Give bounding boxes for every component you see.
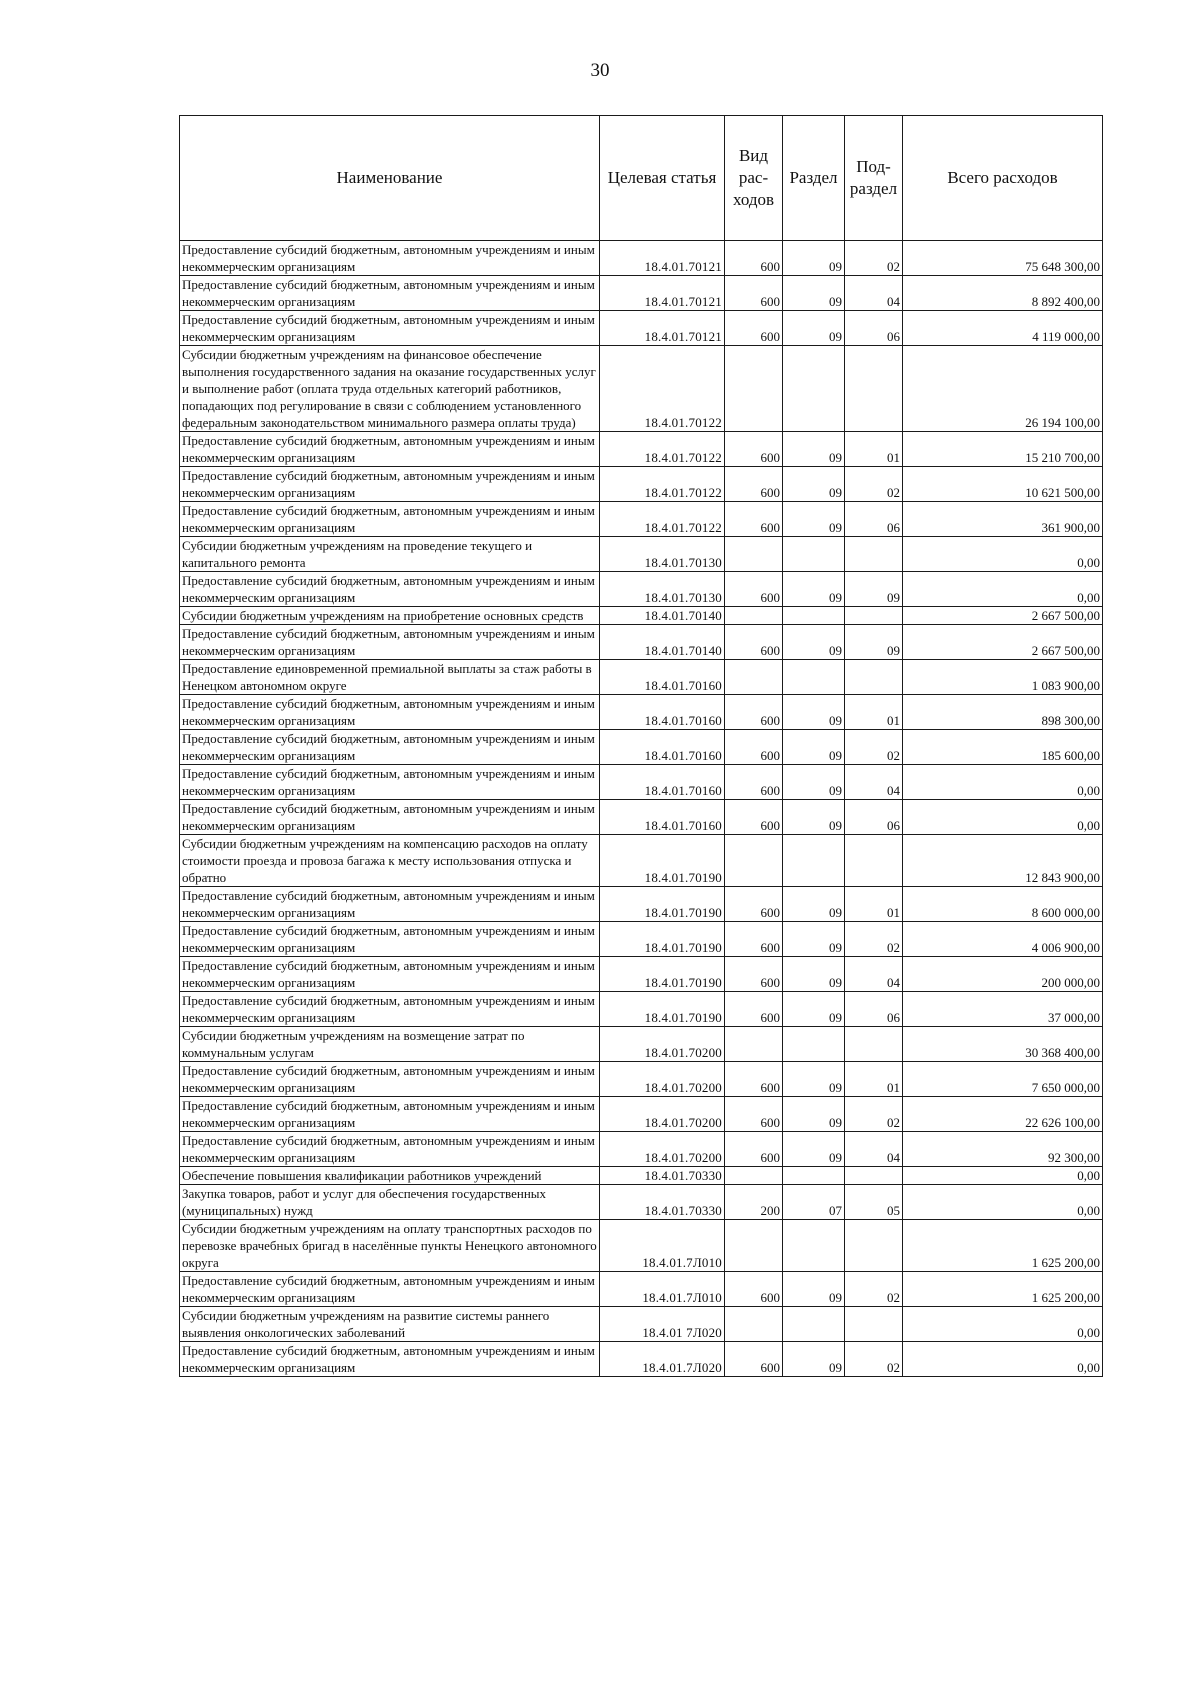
cell-target-article: 18.4.01.70130	[600, 572, 725, 607]
table-row	[180, 957, 1103, 992]
cell-expense-type	[725, 607, 783, 625]
cell-section: 07	[783, 1185, 845, 1220]
cell-target-article: 18.4.01.70200	[600, 1027, 725, 1062]
cell-section: 09	[783, 695, 845, 730]
cell-total-expenses: 10 621 500,00	[903, 467, 1103, 502]
cell-section: 09	[783, 887, 845, 922]
cell-total-expenses: 75 648 300,00	[903, 241, 1103, 276]
cell-subsection: 01	[845, 887, 903, 922]
cell-total-expenses: 15 210 700,00	[903, 432, 1103, 467]
cell-subsection: 02	[845, 1097, 903, 1132]
cell-subsection: 09	[845, 625, 903, 660]
cell-total-expenses: 2 667 500,00	[903, 625, 1103, 660]
table-row	[180, 1185, 1103, 1220]
cell-expense-type: 200	[725, 1185, 783, 1220]
col-header-podrazdel	[845, 116, 903, 241]
cell-section: 09	[783, 992, 845, 1027]
table-row	[180, 537, 1103, 572]
cell-section: 09	[783, 502, 845, 537]
cell-subsection	[845, 346, 903, 432]
table-row	[180, 1272, 1103, 1307]
cell-name: Субсидии бюджетным учреждениям на возмещение затрат по коммунальным услугам	[180, 1027, 600, 1062]
cell-name: Субсидии бюджетным учреждениям на компенсацию расходов на оплату стоимости проезда и провоза багажа к месту использования отпуска и обратно	[180, 835, 600, 887]
cell-target-article: 18.4.01.70122	[600, 346, 725, 432]
cell-section	[783, 346, 845, 432]
cell-total-expenses: 7 650 000,00	[903, 1062, 1103, 1097]
cell-subsection	[845, 1027, 903, 1062]
cell-section: 09	[783, 311, 845, 346]
cell-target-article: 18.4.01.7Л010	[600, 1220, 725, 1272]
cell-expense-type: 600	[725, 572, 783, 607]
table-row	[180, 887, 1103, 922]
cell-expense-type: 600	[725, 695, 783, 730]
cell-name: Предоставление субсидий бюджетным, автономным учреждениям и иным некоммерческим организациям	[180, 1062, 600, 1097]
cell-target-article: 18.4.01.70200	[600, 1097, 725, 1132]
cell-section: 09	[783, 1062, 845, 1097]
cell-subsection: 06	[845, 502, 903, 537]
cell-target-article: 18.4.01.70190	[600, 992, 725, 1027]
cell-name: Закупка товаров, работ и услуг для обеспечения государственных (муниципальных) нужд	[180, 1185, 600, 1220]
col-header-vid-line: рас-	[738, 168, 769, 187]
cell-total-expenses: 2 667 500,00	[903, 607, 1103, 625]
table-row	[180, 1342, 1103, 1377]
cell-target-article: 18.4.01.70190	[600, 887, 725, 922]
cell-name: Предоставление субсидий бюджетным, автономным учреждениям и иным некоммерческим организациям	[180, 992, 600, 1027]
cell-subsection: 04	[845, 1132, 903, 1167]
cell-subsection: 09	[845, 572, 903, 607]
cell-expense-type: 600	[725, 1342, 783, 1377]
cell-total-expenses: 200 000,00	[903, 957, 1103, 992]
table-row	[180, 695, 1103, 730]
cell-total-expenses: 37 000,00	[903, 992, 1103, 1027]
table-row	[180, 800, 1103, 835]
cell-expense-type: 600	[725, 992, 783, 1027]
col-header-podrazdel-line: Под-	[856, 157, 891, 176]
cell-total-expenses: 92 300,00	[903, 1132, 1103, 1167]
cell-section: 09	[783, 1342, 845, 1377]
cell-subsection: 02	[845, 467, 903, 502]
table-row	[180, 730, 1103, 765]
col-header-podrazdel-line: раздел	[849, 179, 898, 198]
col-header-razdel: Раздел	[783, 116, 845, 241]
cell-section: 09	[783, 1272, 845, 1307]
cell-name: Предоставление субсидий бюджетным, автономным учреждениям и иным некоммерческим организациям	[180, 957, 600, 992]
cell-target-article: 18.4.01.70160	[600, 730, 725, 765]
table-row	[180, 1220, 1103, 1272]
cell-total-expenses: 0,00	[903, 1307, 1103, 1342]
cell-name: Предоставление субсидий бюджетным, автономным учреждениям и иным некоммерческим организациям	[180, 1097, 600, 1132]
cell-section	[783, 1027, 845, 1062]
cell-expense-type: 600	[725, 502, 783, 537]
cell-target-article: 18.4.01.70121	[600, 241, 725, 276]
cell-subsection	[845, 1307, 903, 1342]
cell-expense-type: 600	[725, 432, 783, 467]
cell-name: Предоставление субсидий бюджетным, автономным учреждениям и иным некоммерческим организациям	[180, 572, 600, 607]
table-row	[180, 1307, 1103, 1342]
cell-subsection: 02	[845, 241, 903, 276]
cell-expense-type	[725, 835, 783, 887]
cell-subsection: 02	[845, 1342, 903, 1377]
cell-total-expenses: 185 600,00	[903, 730, 1103, 765]
cell-total-expenses: 0,00	[903, 537, 1103, 572]
cell-target-article: 18.4.01.70190	[600, 957, 725, 992]
cell-section: 09	[783, 922, 845, 957]
budget-table	[179, 115, 1103, 1377]
cell-name: Предоставление субсидий бюджетным, автономным учреждениям и иным некоммерческим организациям	[180, 1132, 600, 1167]
col-header-target: Целевая статья	[600, 116, 725, 241]
cell-target-article: 18.4.01.70200	[600, 1062, 725, 1097]
table-row	[180, 1062, 1103, 1097]
cell-expense-type: 600	[725, 276, 783, 311]
cell-target-article: 18.4.01.7Л010	[600, 1272, 725, 1307]
table-row	[180, 276, 1103, 311]
cell-subsection	[845, 660, 903, 695]
cell-name: Субсидии бюджетным учреждениям на приобретение основных средств	[180, 607, 600, 625]
cell-target-article: 18.4.01.70190	[600, 835, 725, 887]
table-row	[180, 992, 1103, 1027]
cell-subsection	[845, 537, 903, 572]
cell-section	[783, 607, 845, 625]
cell-section: 09	[783, 432, 845, 467]
cell-total-expenses: 898 300,00	[903, 695, 1103, 730]
cell-section	[783, 1307, 845, 1342]
cell-section: 09	[783, 276, 845, 311]
cell-name: Предоставление субсидий бюджетным, автономным учреждениям и иным некоммерческим организациям	[180, 311, 600, 346]
cell-total-expenses: 4 006 900,00	[903, 922, 1103, 957]
cell-expense-type: 600	[725, 730, 783, 765]
table-body	[180, 241, 1103, 1377]
table-row	[180, 1167, 1103, 1185]
cell-section	[783, 1220, 845, 1272]
cell-name: Предоставление субсидий бюджетным, автономным учреждениям и иным некоммерческим организациям	[180, 241, 600, 276]
table-row	[180, 432, 1103, 467]
table-row	[180, 765, 1103, 800]
table-row	[180, 1132, 1103, 1167]
table-row	[180, 1027, 1103, 1062]
table-row	[180, 572, 1103, 607]
cell-name: Обеспечение повышения квалификации работников учреждений	[180, 1167, 600, 1185]
cell-expense-type: 600	[725, 800, 783, 835]
cell-subsection	[845, 1167, 903, 1185]
cell-total-expenses: 8 600 000,00	[903, 887, 1103, 922]
table-row	[180, 346, 1103, 432]
cell-name: Предоставление субсидий бюджетным, автономным учреждениям и иным некоммерческим организациям	[180, 432, 600, 467]
cell-name: Субсидии бюджетным учреждениям на финансовое обеспечение выполнения государственного задания на оказание государственных услуг и выполнение работ (оплата труда отдельных категорий работников, попадающих под регулирование в связи с соблюдением установленного федеральным законодательством минимального размера оплаты труда)	[180, 346, 600, 432]
cell-subsection: 04	[845, 957, 903, 992]
cell-total-expenses: 0,00	[903, 1342, 1103, 1377]
page-number: 30	[590, 60, 610, 81]
cell-expense-type	[725, 660, 783, 695]
table-row	[180, 625, 1103, 660]
table-row	[180, 607, 1103, 625]
cell-section	[783, 835, 845, 887]
cell-section: 09	[783, 625, 845, 660]
table-row	[180, 311, 1103, 346]
cell-subsection: 01	[845, 432, 903, 467]
cell-total-expenses: 30 368 400,00	[903, 1027, 1103, 1062]
cell-name: Предоставление субсидий бюджетным, автономным учреждениям и иным некоммерческим организациям	[180, 1272, 600, 1307]
cell-target-article: 18.4.01.70122	[600, 432, 725, 467]
cell-total-expenses: 1 625 200,00	[903, 1220, 1103, 1272]
col-header-vid-line: Вид	[738, 146, 769, 165]
cell-section	[783, 660, 845, 695]
table-header-row	[180, 116, 1103, 241]
cell-subsection: 01	[845, 695, 903, 730]
cell-expense-type	[725, 1167, 783, 1185]
cell-total-expenses: 0,00	[903, 765, 1103, 800]
cell-subsection: 05	[845, 1185, 903, 1220]
cell-target-article: 18.4.01.7Л020	[600, 1342, 725, 1377]
cell-expense-type: 600	[725, 1062, 783, 1097]
cell-total-expenses: 0,00	[903, 572, 1103, 607]
cell-expense-type	[725, 1307, 783, 1342]
cell-total-expenses: 12 843 900,00	[903, 835, 1103, 887]
cell-name: Предоставление субсидий бюджетным, автономным учреждениям и иным некоммерческим организациям	[180, 1342, 600, 1377]
cell-target-article: 18.4.01.70200	[600, 1132, 725, 1167]
cell-target-article: 18.4.01.70160	[600, 800, 725, 835]
cell-expense-type: 600	[725, 1132, 783, 1167]
cell-name: Предоставление единовременной премиальной выплаты за стаж работы в Ненецком автономном округе	[180, 660, 600, 695]
cell-target-article: 18.4.01.70121	[600, 276, 725, 311]
table-row	[180, 922, 1103, 957]
cell-target-article: 18.4.01.70140	[600, 607, 725, 625]
cell-total-expenses: 8 892 400,00	[903, 276, 1103, 311]
cell-total-expenses: 26 194 100,00	[903, 346, 1103, 432]
cell-section: 09	[783, 800, 845, 835]
cell-subsection: 04	[845, 765, 903, 800]
cell-target-article: 18.4.01 7Л020	[600, 1307, 725, 1342]
cell-total-expenses: 1 083 900,00	[903, 660, 1103, 695]
cell-section: 09	[783, 572, 845, 607]
cell-name: Предоставление субсидий бюджетным, автономным учреждениям и иным некоммерческим организациям	[180, 276, 600, 311]
cell-subsection: 01	[845, 1062, 903, 1097]
cell-expense-type: 600	[725, 241, 783, 276]
cell-section: 09	[783, 730, 845, 765]
cell-target-article: 18.4.01.70160	[600, 765, 725, 800]
col-header-name: Наименование	[180, 116, 600, 241]
cell-section: 09	[783, 467, 845, 502]
cell-target-article: 18.4.01.70160	[600, 660, 725, 695]
cell-expense-type	[725, 537, 783, 572]
cell-total-expenses: 0,00	[903, 1185, 1103, 1220]
cell-expense-type	[725, 1027, 783, 1062]
cell-target-article: 18.4.01.70122	[600, 502, 725, 537]
cell-expense-type: 600	[725, 467, 783, 502]
cell-section: 09	[783, 1097, 845, 1132]
col-header-vid-line: ходов	[732, 190, 775, 209]
cell-name: Субсидии бюджетным учреждениям на оплату транспортных расходов по перевозке врачебных бригад в населённые пункты Ненецкого автономного округа	[180, 1220, 600, 1272]
cell-section	[783, 537, 845, 572]
table-row	[180, 1097, 1103, 1132]
cell-expense-type: 600	[725, 625, 783, 660]
cell-name: Предоставление субсидий бюджетным, автономным учреждениям и иным некоммерческим организациям	[180, 922, 600, 957]
cell-subsection: 02	[845, 730, 903, 765]
col-header-vid	[725, 116, 783, 241]
cell-subsection	[845, 835, 903, 887]
cell-section: 09	[783, 241, 845, 276]
cell-subsection: 02	[845, 922, 903, 957]
cell-subsection: 06	[845, 992, 903, 1027]
cell-target-article: 18.4.01.70122	[600, 467, 725, 502]
col-header-total: Всего расходов	[903, 116, 1103, 241]
cell-name: Субсидии бюджетным учреждениям на проведение текущего и капитального ремонта	[180, 537, 600, 572]
cell-total-expenses: 4 119 000,00	[903, 311, 1103, 346]
cell-name: Предоставление субсидий бюджетным, автономным учреждениям и иным некоммерческим организациям	[180, 467, 600, 502]
cell-target-article: 18.4.01.70121	[600, 311, 725, 346]
cell-target-article: 18.4.01.70330	[600, 1167, 725, 1185]
cell-section: 09	[783, 1132, 845, 1167]
cell-expense-type: 600	[725, 765, 783, 800]
cell-name: Предоставление субсидий бюджетным, автономным учреждениям и иным некоммерческим организациям	[180, 502, 600, 537]
cell-total-expenses: 22 626 100,00	[903, 1097, 1103, 1132]
cell-expense-type: 600	[725, 311, 783, 346]
cell-target-article: 18.4.01.70130	[600, 537, 725, 572]
cell-subsection: 06	[845, 311, 903, 346]
cell-expense-type: 600	[725, 887, 783, 922]
cell-name: Предоставление субсидий бюджетным, автономным учреждениям и иным некоммерческим организациям	[180, 887, 600, 922]
cell-expense-type	[725, 346, 783, 432]
cell-target-article: 18.4.01.70330	[600, 1185, 725, 1220]
cell-subsection: 02	[845, 1272, 903, 1307]
cell-expense-type: 600	[725, 922, 783, 957]
cell-subsection: 04	[845, 276, 903, 311]
cell-name: Предоставление субсидий бюджетным, автономным учреждениям и иным некоммерческим организациям	[180, 625, 600, 660]
cell-target-article: 18.4.01.70160	[600, 695, 725, 730]
cell-name: Предоставление субсидий бюджетным, автономным учреждениям и иным некоммерческим организациям	[180, 800, 600, 835]
cell-subsection: 06	[845, 800, 903, 835]
table-row	[180, 835, 1103, 887]
cell-section: 09	[783, 957, 845, 992]
table-row	[180, 241, 1103, 276]
cell-subsection	[845, 1220, 903, 1272]
cell-name: Предоставление субсидий бюджетным, автономным учреждениям и иным некоммерческим организациям	[180, 765, 600, 800]
cell-name: Предоставление субсидий бюджетным, автономным учреждениям и иным некоммерческим организациям	[180, 695, 600, 730]
cell-section	[783, 1167, 845, 1185]
table-row	[180, 467, 1103, 502]
cell-name: Предоставление субсидий бюджетным, автономным учреждениям и иным некоммерческим организациям	[180, 730, 600, 765]
cell-name: Субсидии бюджетным учреждениям на развитие системы раннего выявления онкологических заболеваний	[180, 1307, 600, 1342]
cell-target-article: 18.4.01.70190	[600, 922, 725, 957]
cell-total-expenses: 0,00	[903, 800, 1103, 835]
cell-expense-type	[725, 1220, 783, 1272]
table-row	[180, 502, 1103, 537]
table-row	[180, 660, 1103, 695]
cell-expense-type: 600	[725, 957, 783, 992]
cell-expense-type: 600	[725, 1272, 783, 1307]
cell-target-article: 18.4.01.70140	[600, 625, 725, 660]
cell-subsection	[845, 607, 903, 625]
cell-section: 09	[783, 765, 845, 800]
cell-expense-type: 600	[725, 1097, 783, 1132]
cell-total-expenses: 361 900,00	[903, 502, 1103, 537]
cell-total-expenses: 0,00	[903, 1167, 1103, 1185]
cell-total-expenses: 1 625 200,00	[903, 1272, 1103, 1307]
